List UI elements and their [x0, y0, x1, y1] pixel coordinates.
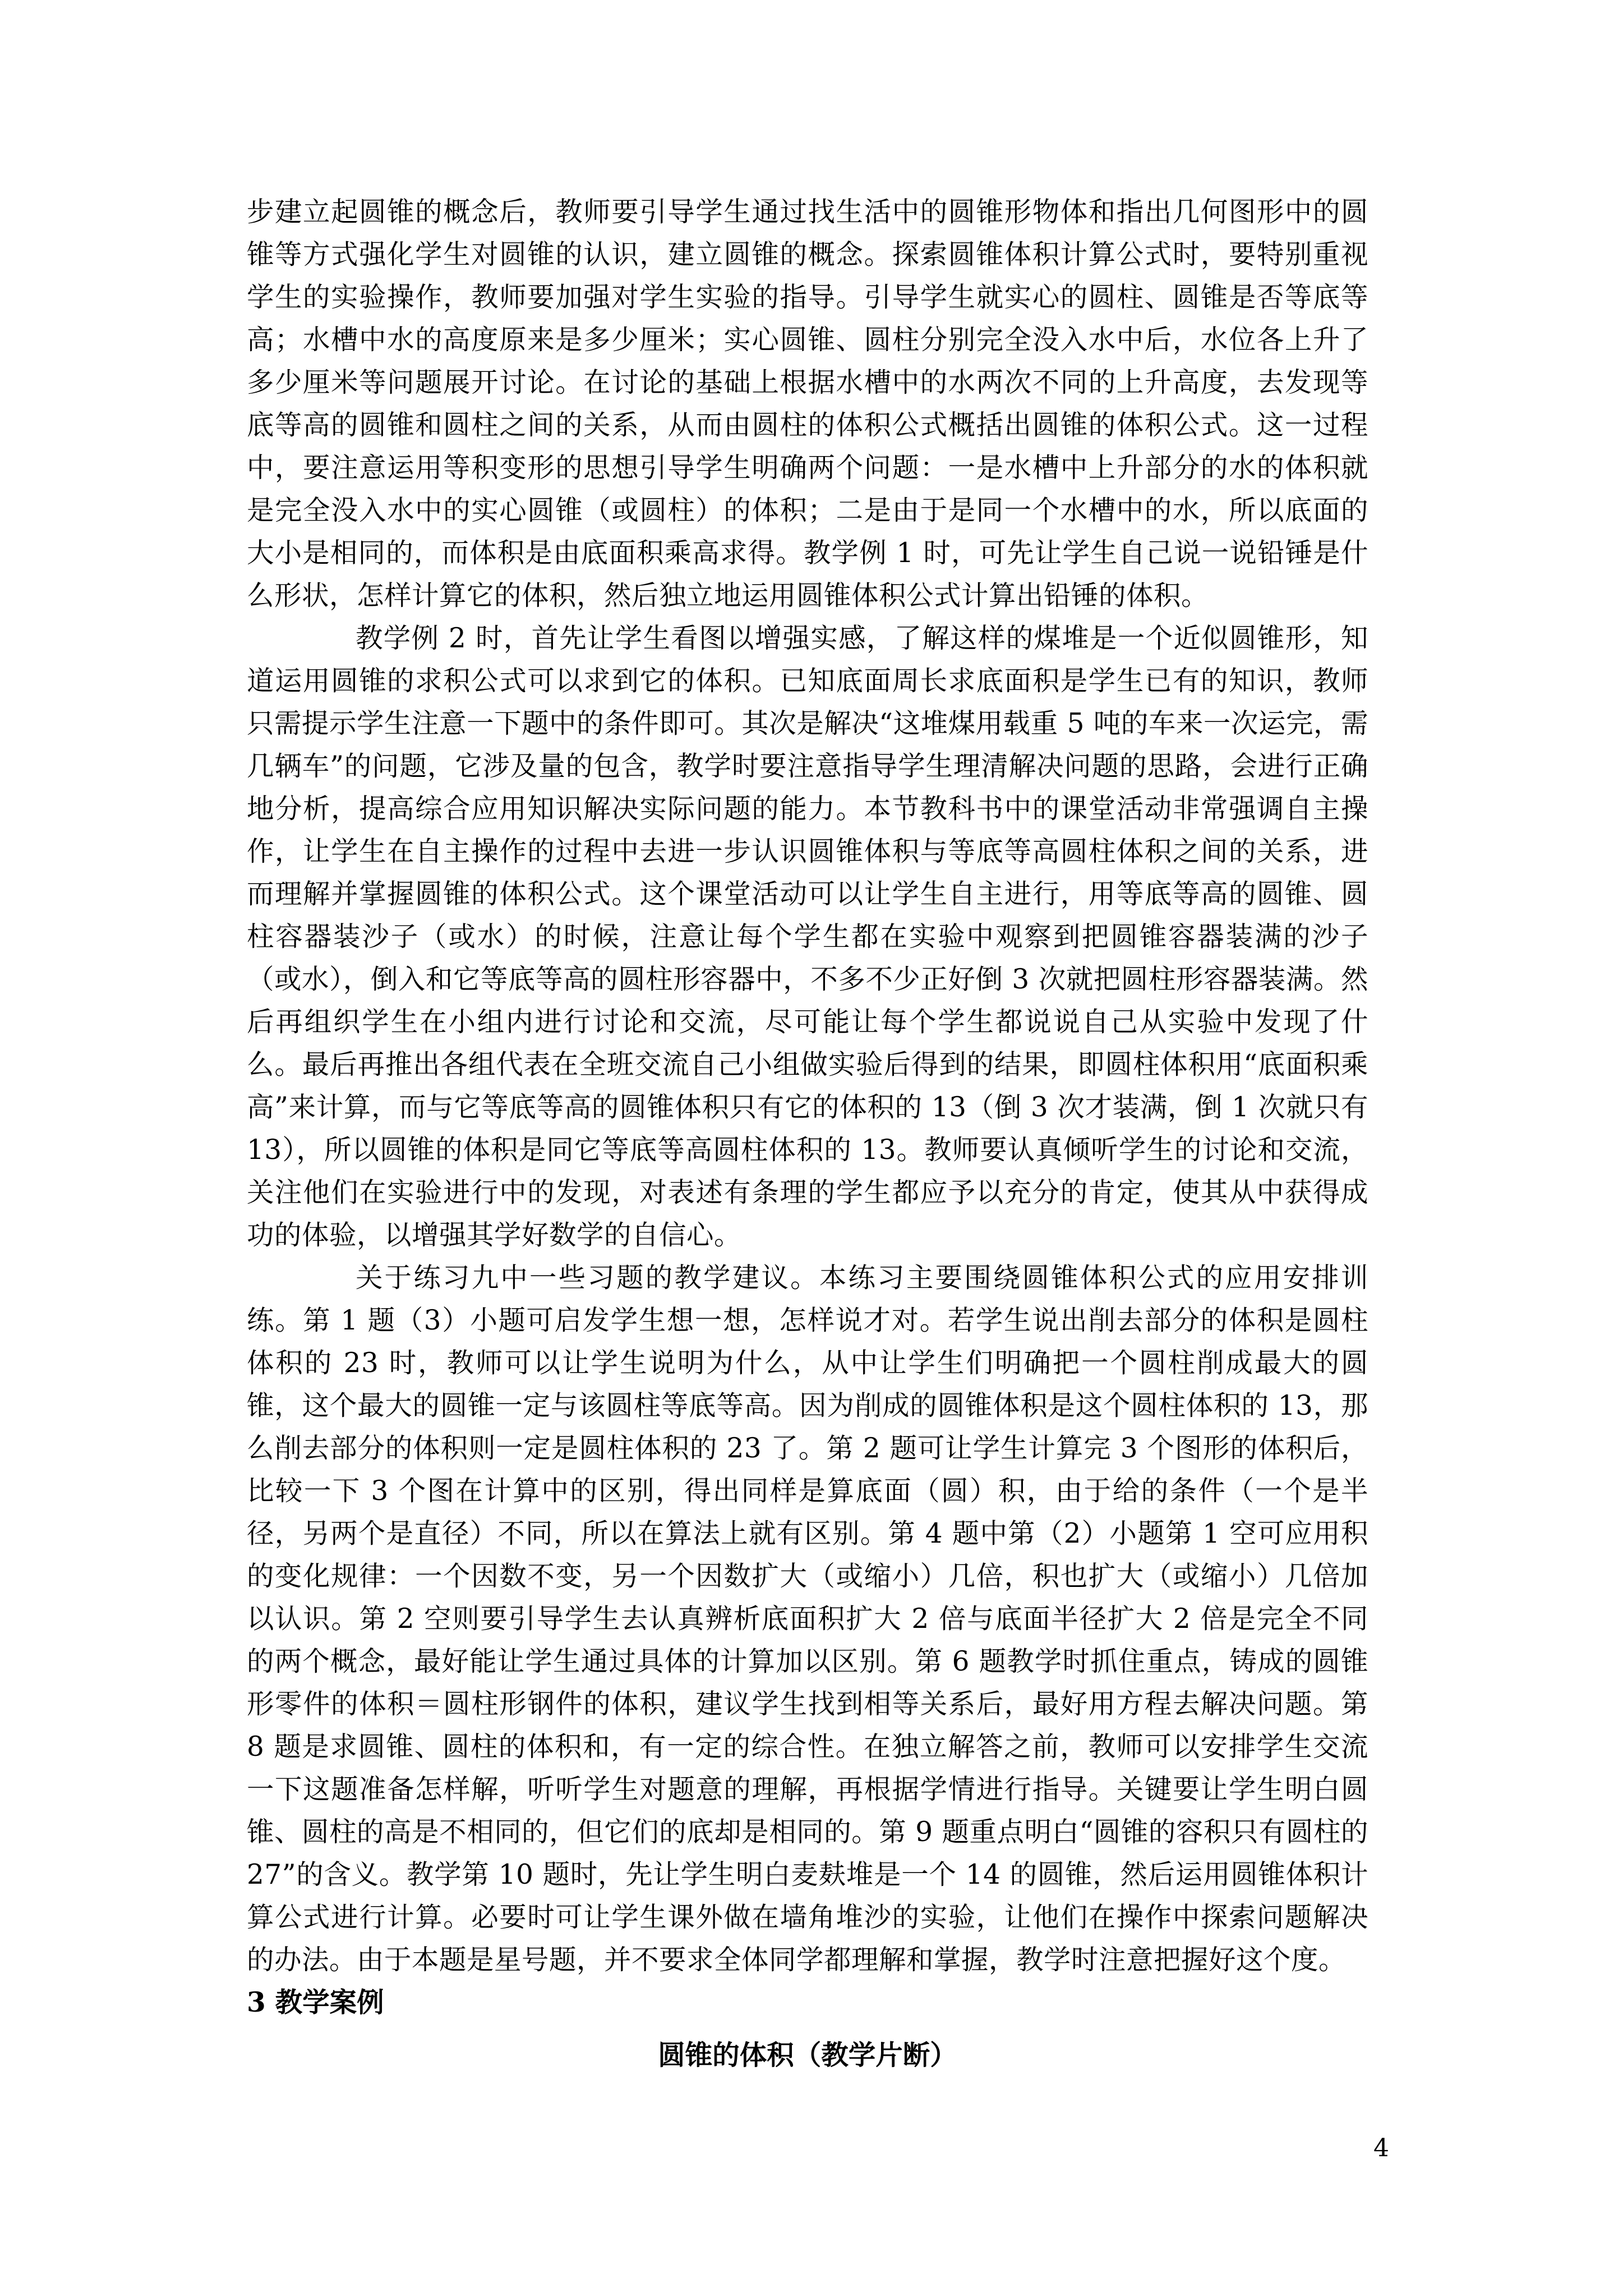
- paragraph-cone-concept: 步建立起圆锥的概念后，教师要引导学生通过找生活中的圆锥形物体和指出几何图形中的圆锥等方式强化学生对圆锥的认识，建立圆锥的概念。探索圆锥体积计算公式时，要特别重视学生的实验操作，教师要加强对学生实验的指导。引导学生就实心的圆柱、圆锥是否等底等高；水槽中水的高度原来是多少厘米；实心圆锥、圆柱分别完全没入水中后，水位各上升了多少厘米等问题展开讨论。在讨论的基础上根据水槽中的水两次不同的上升高度，去发现等底等高的圆锥和圆柱之间的关系，从而由圆柱的体积公式概括出圆锥的体积公式。这一过程中，要注意运用等积变形的思想引导学生明确两个问题：一是水槽中上升部分的水的体积就是完全没入水中的实心圆锥（或圆柱）的体积；二是由于是同一个水槽中的水，所以底面的大小是相同的，而体积是由底面积乘高求得。教学例 1 时，可先让学生自己说一说铅锤是什么形状，怎样计算它的体积，然后独立地运用圆锥体积公式计算出铅锤的体积。: [247, 196, 1368, 611]
- case-title: 圆锥的体积（教学片断）: [658, 2039, 957, 2071]
- document-body: [247, 191, 1368, 2077]
- page-number: 4: [1373, 2134, 1389, 2162]
- section-heading: 3 教学案例: [247, 1986, 384, 2018]
- paragraph-example-2: 教学例 2 时，首先让学生看图以增强实感，了解这样的煤堆是一个近似圆锥形，知道运用圆锥的求积公式可以求到它的体积。已知底面周长求底面积是学生已有的知识，教师只需提示学生注意一下题中的条件即可。其次是解决“这堆煤用载重 5 吨的车来一次运完，需几辆车”的问题，它涉及量的包含，教学时要注意指导学生理清解决问题的思路，会进行正确地分析，提高综合应用知识解决实际问题的能力。本节教科书中的课堂活动非常强调自主操作，让学生在自主操作的过程中去进一步认识圆锥体积与等底等高圆柱体积之间的关系，进而理解并掌握圆锥的体积公式。这个课堂活动可以让学生自主进行，用等底等高的圆锥、圆柱容器装沙子（或水）的时候，注意让每个学生都在实验中观察到把圆锥容器装满的沙子（或水），倒入和它等底等高的圆柱形容器中，不多不少正好倒 3 次就把圆柱形容器装满。然后再组织学生在小组内进行讨论和交流，尽可能让每个学生都说说自己从实验中发现了什么。最后再推出各组代表在全班交流自己小组做实验后得到的结果，即圆柱体积用“底面积乘高”来计算，而与它等底等高的圆锥体积只有它的体积的 13（倒 3 次才装满，倒 1 次就只有 13），所以圆锥的体积是同它等底等高圆柱体积的 13。教师要认真倾听学生的讨论和交流，关注他们在实验进行中的发现，对表述有条理的学生都应予以充分的肯定，使其从中获得成功的体验，以增强其学好数学的自信心。: [247, 623, 1368, 1251]
- paragraph-exercise-9: 关于练习九中一些习题的教学建议。本练习主要围绕圆锥体积公式的应用安排训练。第 1 题（3）小题可启发学生想一想，怎样说才对。若学生说出削去部分的体积是圆柱体积的 23 时，教师可以让学生说明为什么，从中让学生们明确把一个圆柱削成最大的圆锥，这个最大的圆锥一定与该圆柱等底等高。因为削成的圆锥体积是这个圆柱体积的 13，那么削去部分的体积则一定是圆柱体积的 23 了。第 2 题可让学生计算完 3 个图形的体积后，比较一下 3 个图在计算中的区别，得出同样是算底面（圆）积，由于给的条件（一个是半径，另两个是直径）不同，所以在算法上就有区别。第 4 题中第（2）小题第 1 空可应用积的变化规律：一个因数不变，另一个因数扩大（或缩小）几倍，积也扩大（或缩小）几倍加以认识。第 2 空则要引导学生去认真辨析底面积扩大 2 倍与底面半径扩大 2 倍是完全不同的两个概念，最好能让学生通过具体的计算加以区别。第 6 题教学时抓住重点，铸成的圆锥形零件的体积＝圆柱形钢件的体积，建议学生找到相等关系后，最好用方程去解决问题。第 8 题是求圆锥、圆柱的体积和，有一定的综合性。在独立解答之前，教师可以安排学生交流一下这题准备怎样解，听听学生对题意的理解，再根据学情进行指导。关键要让学生明白圆锥、圆柱的高是不相同的，但它们的底却是相同的。第 9 题重点明白“圆锥的容积只有圆柱的 27”的含义。教学第 10 题时，先让学生明白麦麸堆是一个 14 的圆锥，然后运用圆锥体积计算公式进行计算。必要时可让学生课外做在墙角堆沙的实验，让他们在操作中探索问题解决的办法。由于本题是星号题，并不要求全体同学都理解和掌握，教学时注意把握好这个度。: [247, 1262, 1368, 1976]
